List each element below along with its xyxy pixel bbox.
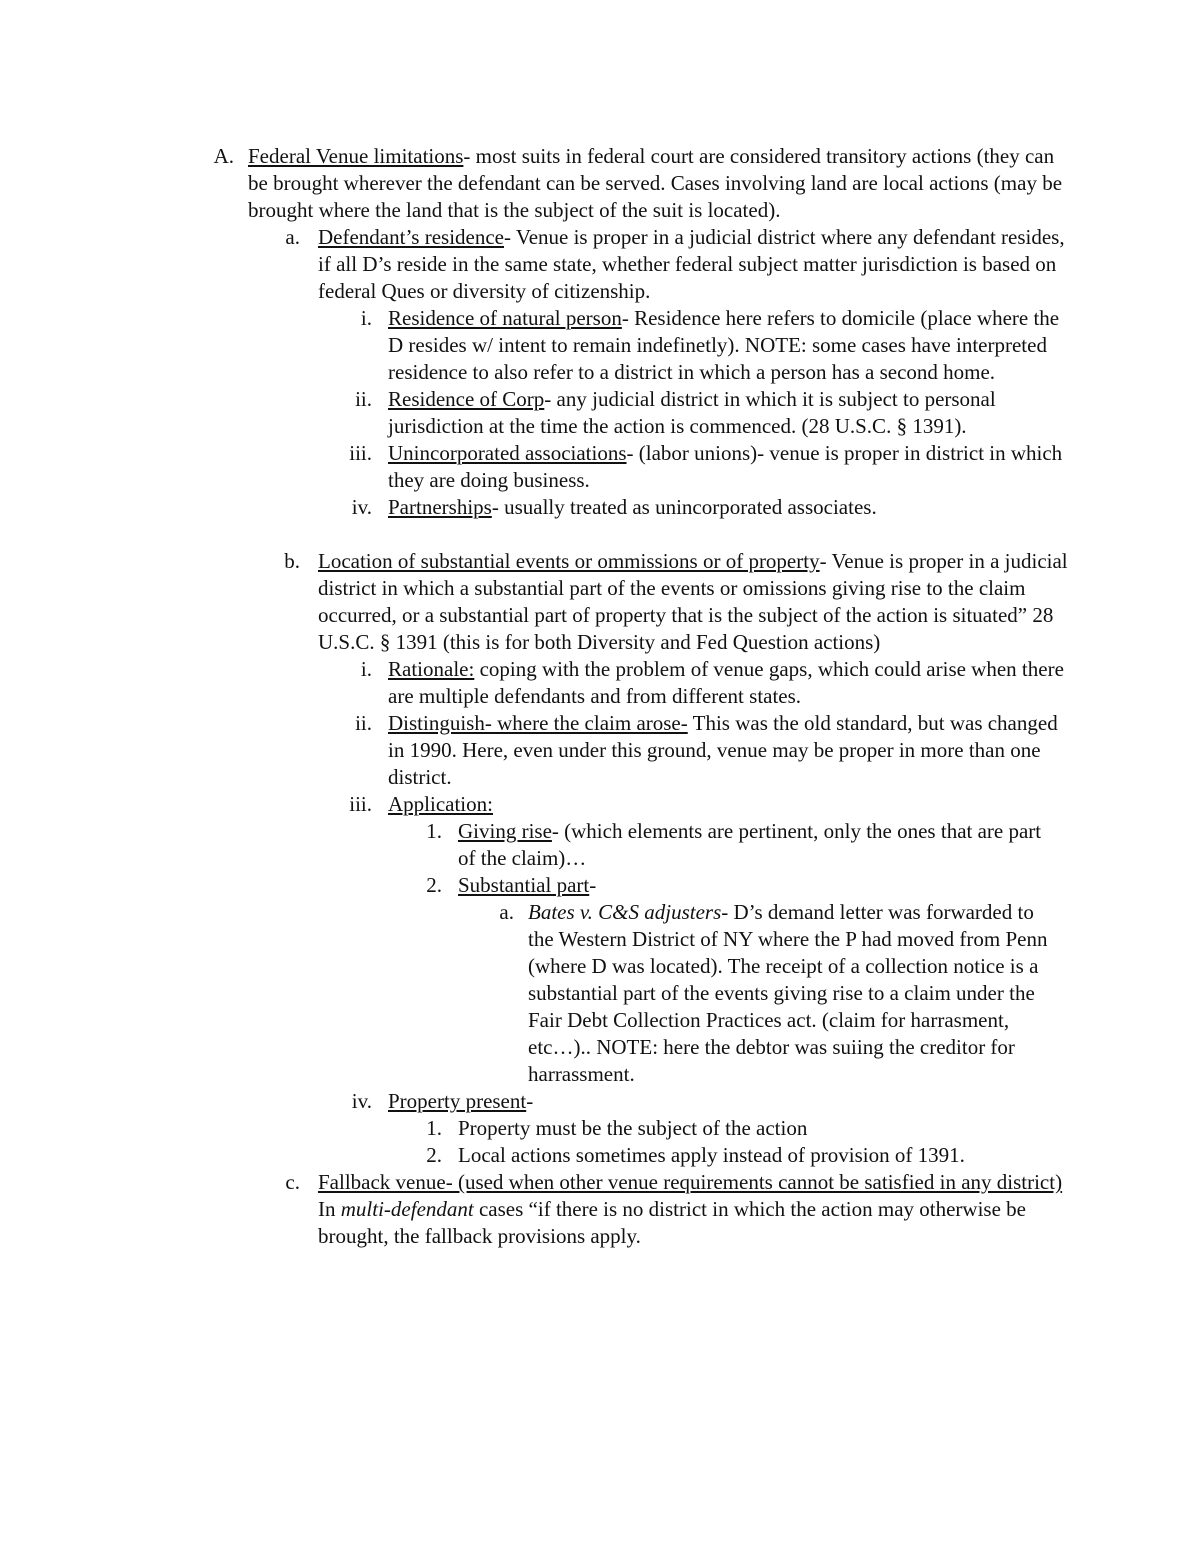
italic-term: multi-defendant [340,1197,474,1221]
item-heading: Residence of natural person [388,306,622,330]
outline-item-b-iv [351,1088,1068,1115]
item-text: - [526,1089,534,1113]
item-heading: Distinguish- where the claim arose- [388,711,688,735]
item-heading: Fallback venue- (used when other venue requirements cannot be satisfied in any district) [318,1170,1063,1194]
item-marker: 1. [426,1116,442,1140]
item-marker: 1. [426,819,442,843]
outline-item-a-iii [349,440,1068,494]
item-heading: Partnerships [388,495,492,519]
item-text: - [589,873,597,897]
item-heading: Location of substantial events or ommissions or of property [318,549,820,573]
item-heading: Application: [388,792,493,816]
item-text: Property must be the subject of the action [458,1116,808,1140]
item-marker: 2. [426,873,442,897]
item-text: - any judicial district in which it is subject to personal jurisdiction at the time the action is commenced. (28 U.S.C. § 1391). [388,387,996,438]
item-text: - (labor unions)- venue is proper in district in which they are doing business. [388,441,1063,492]
outline-item-b-ii [355,710,1068,791]
item-marker: b. [284,549,300,573]
case-name: Bates v. C&S adjusters [528,900,722,924]
outline-item-b-iii-2 [426,872,1058,899]
item-text: coping with the problem of venue gaps, which could arise when there are multiple defendants and from different states. [388,657,1064,708]
item-heading: Federal Venue limitations [248,144,464,168]
outline-item-b-iii [349,791,1068,818]
item-marker: iv. [351,495,372,519]
item-marker: a. [499,900,514,924]
item-text: - most suits in federal court are considered transitory actions (they can be brought wherever the defendant can be served. Cases involving land are local actions (may be brought where the land that is the subject of the suit is located). [248,144,1063,222]
outline-item-a-iv [351,494,1068,521]
item-marker: c. [285,1170,300,1194]
outline-item-a-i [360,305,1068,386]
item-text: Local actions sometimes apply instead of provision of 1391. [458,1143,965,1167]
outline-item-a [285,224,1068,305]
item-heading: Unincorporated associations [388,441,627,465]
outline-item-b-iii-2-a [499,899,1058,1088]
outline-item-a-ii [355,386,1068,440]
item-marker: iv. [351,1089,372,1113]
outline-item-b-i [360,656,1068,710]
item-heading: Defendant’s residence [318,225,504,249]
item-text: - Residence here refers to domicile (place where the D resides w/ intent to remain indefinetly). NOTE: some cases have interpreted residence to also refer to a district in which a person has a second home. [388,306,1060,384]
outline-item-b-iv-1 [426,1115,1058,1142]
item-text: This was the old standard, but was changed in 1990. Here, even under this ground, venue may be proper in more than one district. [388,711,1058,789]
item-marker: i. [360,657,372,681]
blank-line [0,521,1200,548]
item-marker: A. [213,144,234,168]
item-text: - Venue is proper in a judicial district where any defendant resides, if all D’s reside in the same state, whether federal subject matter jurisdiction is based on federal Ques or diversity of citizenship. [318,225,1065,303]
outline-item-c [285,1169,1068,1250]
item-marker: iii. [349,792,372,816]
item-heading: Substantial part [458,873,590,897]
item-text: - (which elements are pertinent, only the ones that are part of the claim)… [458,819,1042,870]
item-text: cases “if there is no district in which the action may otherwise be brought, the fallback provisions apply. [318,1197,1026,1248]
item-marker: i. [360,306,372,330]
item-marker: 2. [426,1143,442,1167]
item-text: - usually treated as unincorporated associates. [491,495,877,519]
item-heading: Giving rise [458,819,552,843]
item-heading: Property present [388,1089,527,1113]
outline-item-b-iii-1 [426,818,1058,872]
item-marker: ii. [355,711,372,735]
outline-item-b-iv-2 [426,1142,1058,1169]
item-text: In [318,1197,341,1221]
item-text: - Venue is proper in a judicial district in which a substantial part of the events or omissions giving rise to the claim occurred, or a substantial part of property that is the subject of the action is situated” 28 U.S.C. § 1391 (this is for both Diversity and Fed Question actions) [318,549,1068,654]
item-marker: a. [285,225,300,249]
item-marker: ii. [355,387,372,411]
document-page [0,143,1200,1250]
item-text: - D’s demand letter was forwarded to the Western District of NY where the P had moved from Penn (where D was located). The receipt of a collection notice is a substantial part of the events giving rise to a claim under the Fair Debt Collection Practices act. (claim for harrasment, etc…).. NOTE: here the debtor was suiing the creditor for harrassment. [528,900,1048,1086]
outline-item-A [213,143,1068,224]
item-marker: iii. [349,441,372,465]
item-heading: Residence of Corp [388,387,545,411]
item-heading: Rationale: [388,657,475,681]
outline-item-b [284,548,1068,656]
